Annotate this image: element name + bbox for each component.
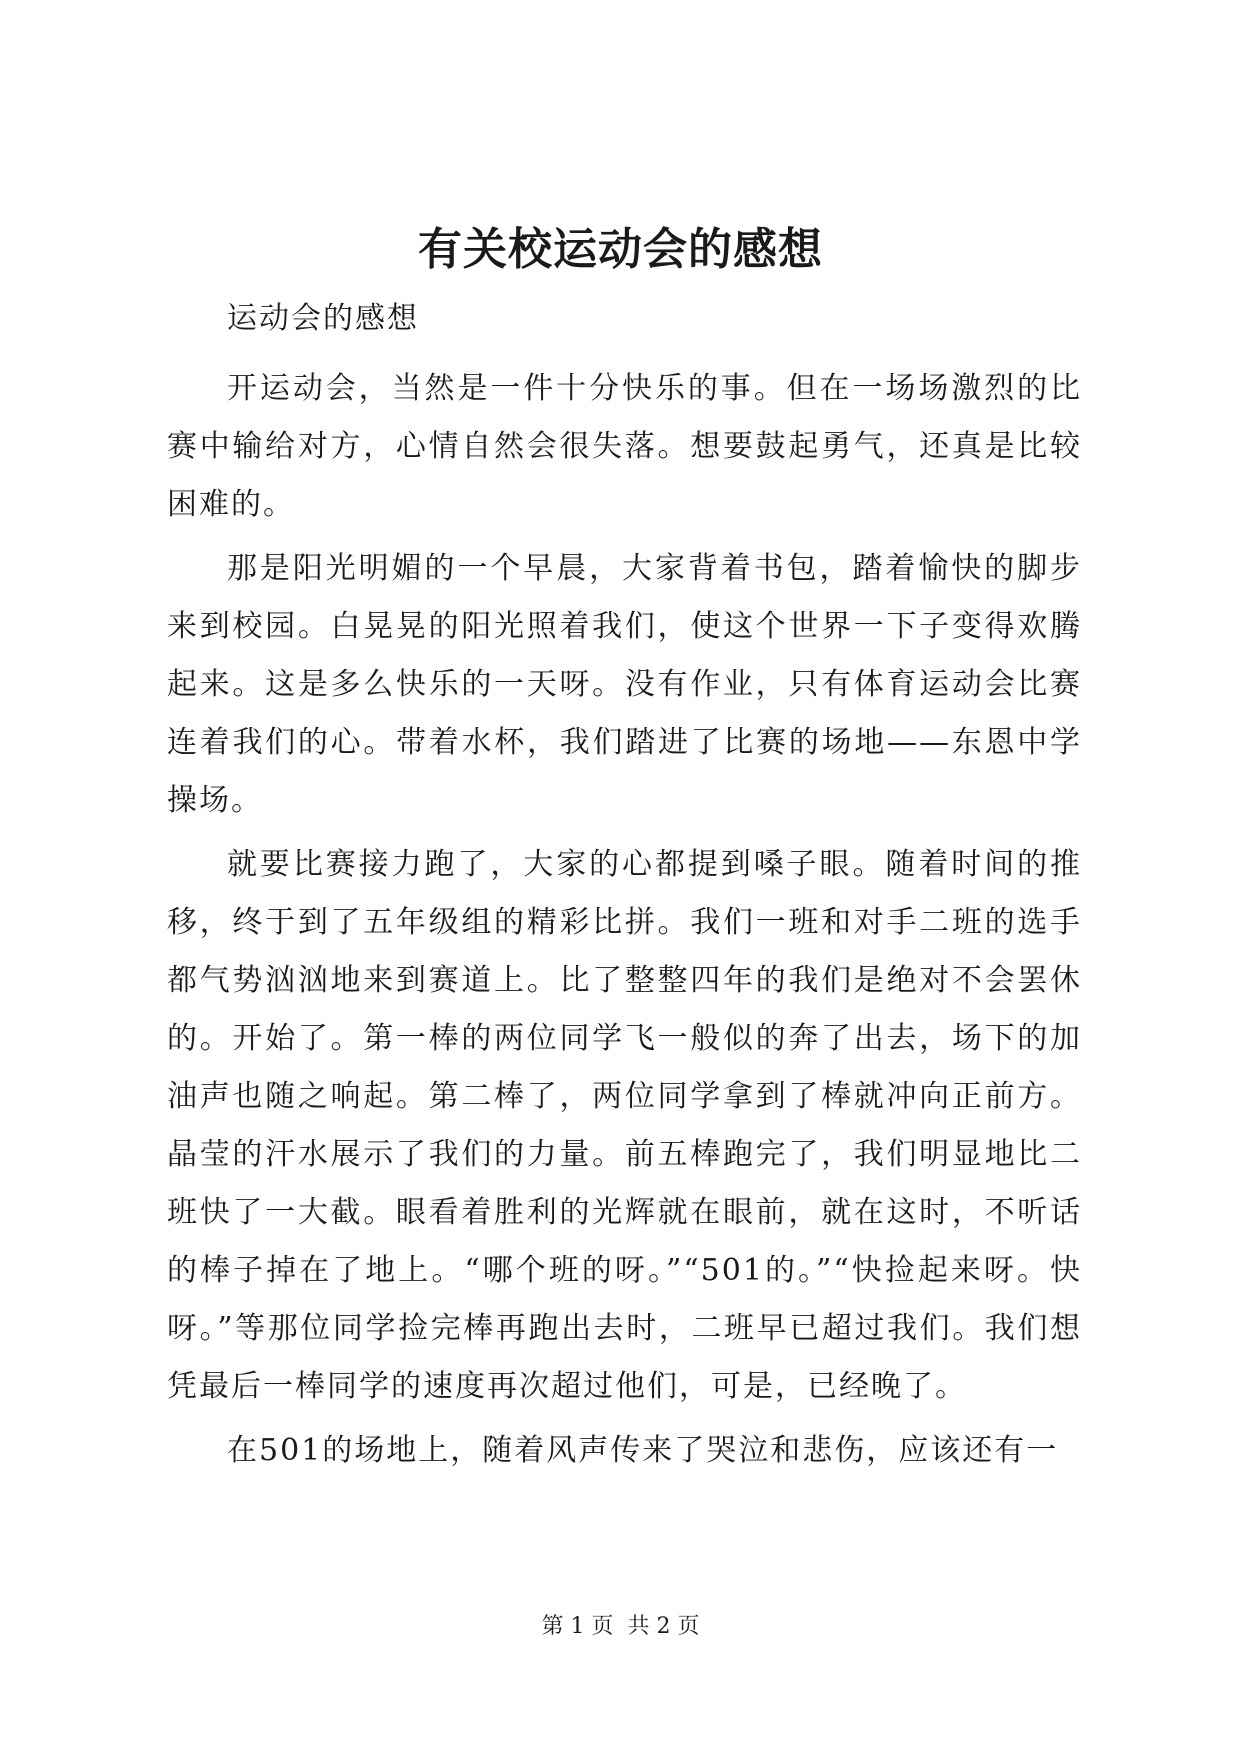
document-body — [167, 290, 1082, 1486]
paragraph-3: 就要比赛接力跑了，大家的心都提到嗓子眼。随着时间的推移，终于到了五年级组的精彩比拼。我们一班和对手二班的选手都气势汹汹地来到赛道上。比了整整四年的我们是绝对不会罢休的。开始了。第一棒的两位同学飞一般似的奔了出去，场下的加油声也随之响起。第二棒了，两位同学拿到了棒就冲向正前方。晶莹的汗水展示了我们的力量。前五棒跑完了，我们明显地比二班快了一大截。眼看着胜利的光辉就在眼前，就在这时，不听话的棒子掉在了地上。“哪个班的呀。”“501的。”“快捡起来呀。快呀。”等那位同学捡完棒再跑出去时，二班早已超过我们。我们想凭最后一棒同学的速度再次超过他们，可是，已经晚了。 — [167, 847, 1082, 1404]
paragraph-1: 开运动会，当然是一件十分快乐的事。但在一场场激烈的比赛中输给对方，心情自然会很失落。想要鼓起勇气，还真是比较困难的。 — [167, 371, 1082, 522]
document-title: 有关校运动会的感想 — [418, 224, 823, 275]
page-number: 第 1 页 共 2 页 — [541, 1614, 700, 1639]
document-subtitle: 运动会的感想 — [227, 301, 419, 336]
paragraph-4: 在501的场地上，随着风声传来了哭泣和悲伤，应该还有一 — [227, 1433, 1059, 1468]
page-footer — [0, 1612, 1241, 1642]
paragraph-2: 那是阳光明媚的一个早晨，大家背着书包，踏着愉快的脚步来到校园。白晃晃的阳光照着我们，使这个世界一下子变得欢腾起来。这是多么快乐的一天呀。没有作业，只有体育运动会比赛连着我们的心。带着水杯，我们踏进了比赛的场地——东恩中学操场。 — [167, 551, 1082, 818]
